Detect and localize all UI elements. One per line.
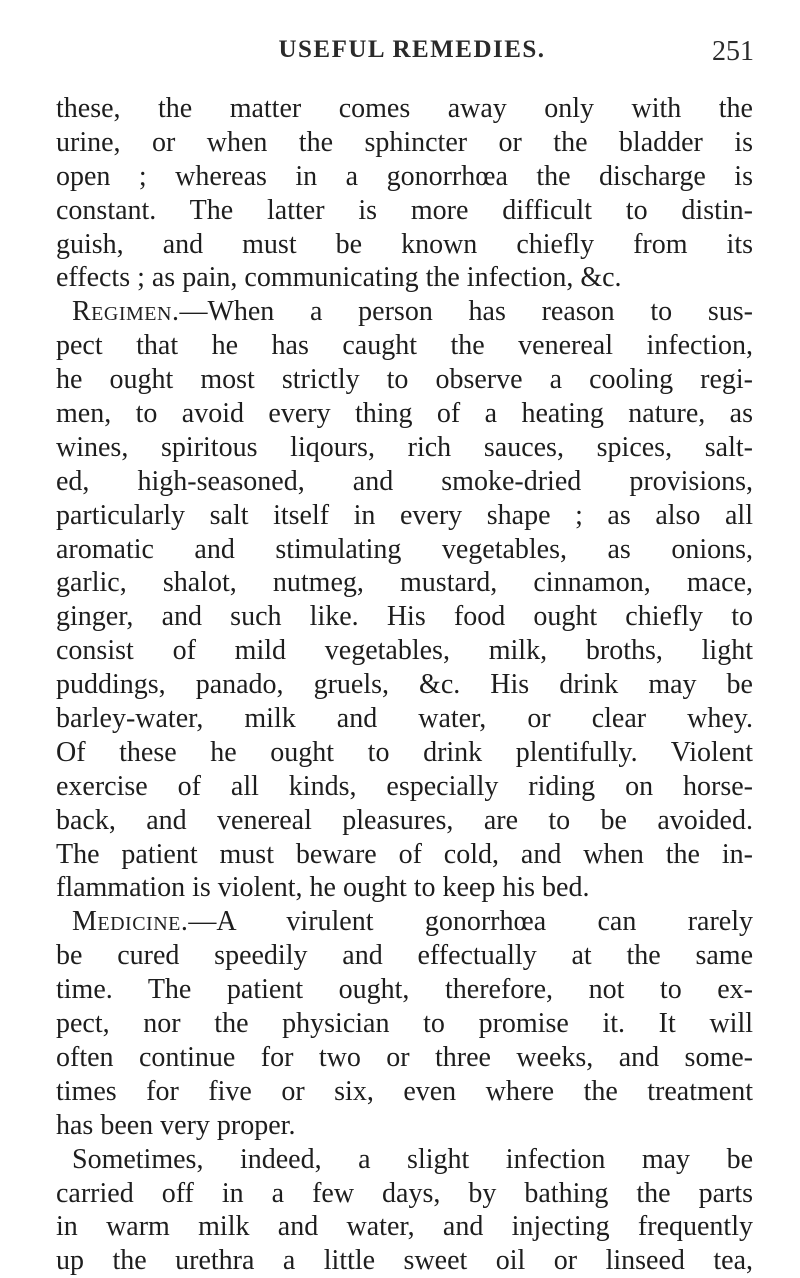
text-line: men, to avoid every thing of a heating nature, as <box>56 398 753 430</box>
text-line: up the urethra a little sweet oil or linseed tea, <box>56 1245 753 1277</box>
text-line: open ; whereas in a gonorrhœa the discharge is <box>56 160 753 192</box>
text-line: these, the matter comes away only with the <box>56 93 753 124</box>
section-heading-regimen: Regimen. <box>72 296 180 328</box>
text-line: times for five or six, even where the treatment <box>56 1075 753 1107</box>
text-line: pect that he has caught the venereal infection, <box>56 330 753 362</box>
text-line: he ought most strictly to observe a cooling regi- <box>56 364 753 396</box>
page-number: 251 <box>712 36 754 67</box>
text-line: aromatic and stimulating vegetables, as onions, <box>56 533 753 565</box>
text-line: carried off in a few days, by bathing the parts <box>56 1177 753 1209</box>
text-line-regimen-rest: —When a person has reason to sus- <box>179 296 753 328</box>
text-line: has been very proper. <box>56 1109 296 1141</box>
text-line-medicine-rest: —A virulent gonorrhœa can rarely <box>188 906 753 938</box>
text-line: Of these he ought to drink plentifully. Violent <box>56 736 753 768</box>
text-line: back, and venereal pleasures, are to be avoided. <box>56 804 753 836</box>
body-text <box>56 92 753 1278</box>
text-line-regimen <box>56 295 753 329</box>
running-head <box>70 36 754 76</box>
text-line: constant. The latter is more difficult to distin- <box>56 194 753 226</box>
text-line: consist of mild vegetables, milk, broths, light <box>56 635 753 667</box>
section-heading-medicine: Medicine. <box>72 906 189 938</box>
text-line: urine, or when the sphincter or the bladder is <box>56 126 753 158</box>
text-line: puddings, panado, gruels, &c. His drink may be <box>56 669 753 701</box>
text-line: often continue for two or three weeks, and some- <box>56 1041 753 1073</box>
text-line: The patient must beware of cold, and when the in- <box>56 838 753 870</box>
running-title: USEFUL REMEDIES. <box>278 36 546 63</box>
text-line-medicine <box>56 905 753 939</box>
text-line: pect, nor the physician to promise it. It will <box>56 1008 753 1040</box>
text-line: Sometimes, indeed, a slight infection may be <box>72 1143 753 1175</box>
text-line: flammation is violent, he ought to keep his bed. <box>56 872 590 904</box>
text-line: guish, and must be known chiefly from its <box>56 228 753 260</box>
text-line: effects ; as pain, communicating the infection, &c. <box>56 262 622 294</box>
text-line: barley-water, milk and water, or clear whey. <box>56 703 753 735</box>
text-line: time. The patient ought, therefore, not to ex- <box>56 974 753 1006</box>
text-line: wines, spiritous liqours, rich sauces, spices, salt- <box>56 431 753 463</box>
text-line: garlic, shalot, nutmeg, mustard, cinnamon, mace, <box>56 567 753 599</box>
text-line: exercise of all kinds, especially riding on horse- <box>56 770 753 802</box>
text-line: ginger, and such like. His food ought chiefly to <box>56 601 753 633</box>
text-line: particularly salt itself in every shape ; as also all <box>56 499 753 531</box>
text-line: in warm milk and water, and injecting frequently <box>56 1211 753 1243</box>
text-line: ed, high-seasoned, and smoke-dried provisions, <box>56 465 753 497</box>
text-line: be cured speedily and effectually at the same <box>56 940 753 972</box>
